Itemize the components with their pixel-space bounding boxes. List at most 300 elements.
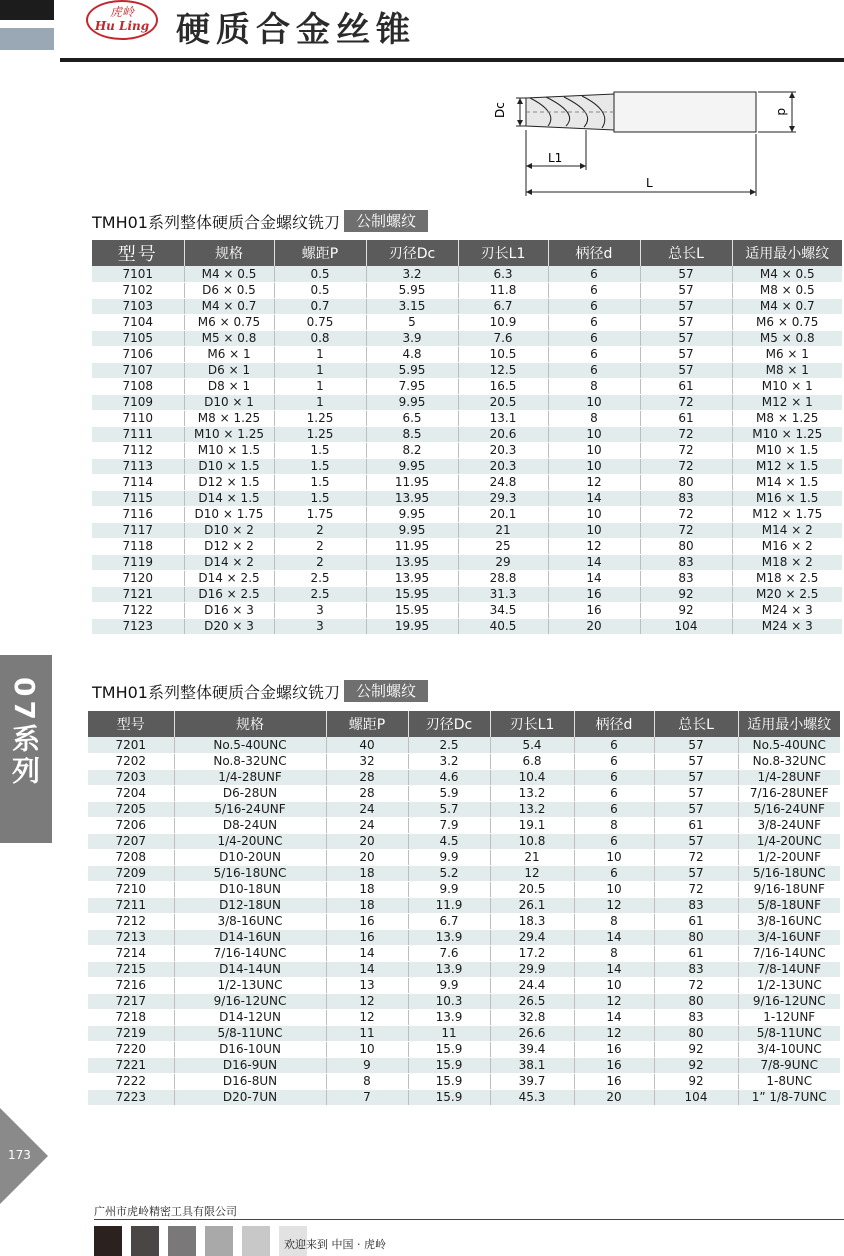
table-cell: 24 bbox=[326, 817, 408, 833]
table-cell: 10.3 bbox=[408, 993, 490, 1009]
table-cell: 13.9 bbox=[408, 961, 490, 977]
col-header-d: 柄径d bbox=[548, 240, 640, 266]
table-cell: 92 bbox=[640, 602, 732, 618]
table-cell: 92 bbox=[654, 1073, 738, 1089]
table-cell: 11.9 bbox=[408, 897, 490, 913]
table-cell: 9.95 bbox=[366, 394, 458, 410]
label-dc: Dc bbox=[493, 102, 507, 118]
table-cell: 3/4-10UNC bbox=[738, 1041, 840, 1057]
table-cell: 57 bbox=[640, 362, 732, 378]
table-cell: D16-10UN bbox=[174, 1041, 326, 1057]
col-header-l: 总长L bbox=[640, 240, 732, 266]
table-cell: 7221 bbox=[88, 1057, 174, 1073]
table-cell: 7101 bbox=[92, 266, 184, 282]
table-cell: M12 × 1.5 bbox=[732, 458, 842, 474]
table-cell: 10.8 bbox=[490, 833, 574, 849]
table-cell: 57 bbox=[640, 282, 732, 298]
table-cell: 6 bbox=[574, 801, 654, 817]
table-cell: 1/4-20UNC bbox=[174, 833, 326, 849]
page-number: 173 bbox=[8, 1148, 31, 1162]
table-row bbox=[92, 298, 842, 314]
col-header-spec: 规格 bbox=[174, 711, 326, 737]
section1-badge: 公制螺纹 bbox=[344, 210, 428, 232]
table-row bbox=[92, 538, 842, 554]
table-cell: 5/16-24UNF bbox=[174, 801, 326, 817]
table-cell: 13.9 bbox=[408, 1009, 490, 1025]
table-cell: 1 bbox=[274, 394, 366, 410]
table-cell: 7211 bbox=[88, 897, 174, 913]
table-cell: 14 bbox=[326, 961, 408, 977]
table-cell: 12 bbox=[548, 538, 640, 554]
table-cell: 32.8 bbox=[490, 1009, 574, 1025]
table-cell: 9 bbox=[326, 1057, 408, 1073]
table-cell: 1.5 bbox=[274, 490, 366, 506]
table-cell: 9.9 bbox=[408, 881, 490, 897]
table-cell: 25 bbox=[458, 538, 548, 554]
table-cell: 57 bbox=[654, 753, 738, 769]
table-cell: 20.6 bbox=[458, 426, 548, 442]
logo-english-text: Hu Ling bbox=[94, 19, 150, 33]
table-row bbox=[88, 945, 840, 961]
table-cell: 6.8 bbox=[490, 753, 574, 769]
table-cell: 13.95 bbox=[366, 554, 458, 570]
table-cell: 7210 bbox=[88, 881, 174, 897]
table-cell: 10 bbox=[548, 442, 640, 458]
table-cell: M12 × 1.75 bbox=[732, 506, 842, 522]
table-cell: 57 bbox=[654, 737, 738, 753]
table-cell: M10 × 1.5 bbox=[732, 442, 842, 458]
table-cell: 9.95 bbox=[366, 458, 458, 474]
table-cell: M6 × 0.75 bbox=[732, 314, 842, 330]
table-row bbox=[92, 522, 842, 538]
unified-spec-table bbox=[88, 711, 840, 1106]
table-cell: 29 bbox=[458, 554, 548, 570]
table-cell: 12 bbox=[574, 897, 654, 913]
table-cell: M6 × 0.75 bbox=[184, 314, 274, 330]
table-cell: D6 × 0.5 bbox=[184, 282, 274, 298]
color-swatch bbox=[205, 1226, 233, 1256]
table-cell: 12 bbox=[574, 1025, 654, 1041]
table-cell: 7202 bbox=[88, 753, 174, 769]
table-cell: D12 × 2 bbox=[184, 538, 274, 554]
table-cell: 61 bbox=[654, 913, 738, 929]
color-swatch bbox=[94, 1226, 122, 1256]
col-header-min-thread: 适用最小螺纹 bbox=[732, 240, 842, 266]
table-cell: 1.75 bbox=[274, 506, 366, 522]
table-cell: 14 bbox=[574, 929, 654, 945]
table-cell: M4 × 0.5 bbox=[184, 266, 274, 282]
label-d: d bbox=[775, 108, 789, 116]
table-cell: 5/8-18UNF bbox=[738, 897, 840, 913]
table-cell: 16 bbox=[574, 1073, 654, 1089]
table-cell: 7207 bbox=[88, 833, 174, 849]
table-cell: 4.8 bbox=[366, 346, 458, 362]
table-cell: 7108 bbox=[92, 378, 184, 394]
table-cell: 40 bbox=[326, 737, 408, 753]
table-cell: 7.95 bbox=[366, 378, 458, 394]
table-cell: 8 bbox=[326, 1073, 408, 1089]
table-row bbox=[88, 737, 840, 753]
table-row bbox=[88, 865, 840, 881]
table-cell: 7104 bbox=[92, 314, 184, 330]
table-cell: 61 bbox=[640, 378, 732, 394]
table-cell: 80 bbox=[654, 929, 738, 945]
table-cell: 92 bbox=[654, 1041, 738, 1057]
table-cell: M4 × 0.5 bbox=[732, 266, 842, 282]
table-cell: 5.9 bbox=[408, 785, 490, 801]
table-cell: 7.6 bbox=[408, 945, 490, 961]
table-cell: M5 × 0.8 bbox=[184, 330, 274, 346]
table-cell: 20 bbox=[574, 1089, 654, 1105]
table-cell: 0.5 bbox=[274, 282, 366, 298]
table-cell: 83 bbox=[654, 1009, 738, 1025]
table-cell: 1/2-20UNF bbox=[738, 849, 840, 865]
table-cell: D6 × 1 bbox=[184, 362, 274, 378]
table-cell: 40.5 bbox=[458, 618, 548, 634]
table-cell: 92 bbox=[640, 586, 732, 602]
table-row bbox=[92, 442, 842, 458]
table-row bbox=[88, 1009, 840, 1025]
table-row bbox=[92, 378, 842, 394]
table-cell: 29.4 bbox=[490, 929, 574, 945]
table-cell: 7205 bbox=[88, 801, 174, 817]
table-cell: 7111 bbox=[92, 426, 184, 442]
table-cell: 7102 bbox=[92, 282, 184, 298]
table-cell: 1.5 bbox=[274, 458, 366, 474]
table-row bbox=[92, 554, 842, 570]
brand-logo bbox=[86, 0, 158, 40]
table-cell: 7212 bbox=[88, 913, 174, 929]
table-cell: 1/4-20UNC bbox=[738, 833, 840, 849]
table-cell: 32 bbox=[326, 753, 408, 769]
table-row bbox=[88, 1073, 840, 1089]
table-cell: 7214 bbox=[88, 945, 174, 961]
table-cell: 15.9 bbox=[408, 1089, 490, 1105]
table-cell: 11.95 bbox=[366, 538, 458, 554]
table-cell: 24.4 bbox=[490, 977, 574, 993]
series-side-tab-label: 07系列 bbox=[8, 677, 41, 788]
table-cell: 9.95 bbox=[366, 522, 458, 538]
table-cell: 83 bbox=[640, 490, 732, 506]
table-cell: 8 bbox=[574, 817, 654, 833]
table-cell: 5.4 bbox=[490, 737, 574, 753]
table-cell: 7223 bbox=[88, 1089, 174, 1105]
table-cell: 7203 bbox=[88, 769, 174, 785]
table-cell: 15.9 bbox=[408, 1073, 490, 1089]
table-cell: 72 bbox=[640, 426, 732, 442]
col-header-l: 总长L bbox=[654, 711, 738, 737]
table-cell: 7118 bbox=[92, 538, 184, 554]
table-cell: M5 × 0.8 bbox=[732, 330, 842, 346]
table-cell: D8 × 1 bbox=[184, 378, 274, 394]
table-cell: 80 bbox=[654, 993, 738, 1009]
table-cell: 104 bbox=[640, 618, 732, 634]
table-cell: 16 bbox=[326, 913, 408, 929]
table-cell: 61 bbox=[640, 410, 732, 426]
table-cell: 57 bbox=[654, 769, 738, 785]
table-cell: 0.7 bbox=[274, 298, 366, 314]
section2-badge: 公制螺纹 bbox=[344, 680, 428, 702]
section2-title-bar bbox=[92, 679, 428, 703]
table-cell: 7218 bbox=[88, 1009, 174, 1025]
table-cell: 10 bbox=[548, 506, 640, 522]
table-cell: 16.5 bbox=[458, 378, 548, 394]
table-cell: 10.4 bbox=[490, 769, 574, 785]
table-cell: 15.95 bbox=[366, 602, 458, 618]
table-cell: M18 × 2 bbox=[732, 554, 842, 570]
section1-title-bar bbox=[92, 209, 428, 233]
table-cell: 7201 bbox=[88, 737, 174, 753]
table-cell: 13 bbox=[326, 977, 408, 993]
color-swatch bbox=[242, 1226, 270, 1256]
table-cell: 9/16-18UNF bbox=[738, 881, 840, 897]
table-cell: D12 × 1.5 bbox=[184, 474, 274, 490]
header-grey-block bbox=[0, 28, 54, 50]
col-header-pitch: 螺距P bbox=[326, 711, 408, 737]
table-row bbox=[88, 849, 840, 865]
table-cell: 31.3 bbox=[458, 586, 548, 602]
table-cell: 72 bbox=[640, 522, 732, 538]
table-cell: 6 bbox=[548, 346, 640, 362]
table-cell: 39.4 bbox=[490, 1041, 574, 1057]
table-cell: 7110 bbox=[92, 410, 184, 426]
table-cell: D14-12UN bbox=[174, 1009, 326, 1025]
table-cell: 6 bbox=[548, 266, 640, 282]
table-cell: 16 bbox=[574, 1041, 654, 1057]
table-cell: 72 bbox=[640, 506, 732, 522]
table-cell: 7103 bbox=[92, 298, 184, 314]
table-cell: 1.25 bbox=[274, 410, 366, 426]
table-cell: 7.6 bbox=[458, 330, 548, 346]
table-cell: 83 bbox=[654, 897, 738, 913]
table-cell: 3/8-16UNC bbox=[174, 913, 326, 929]
table-cell: 10 bbox=[548, 522, 640, 538]
table-cell: 3.9 bbox=[366, 330, 458, 346]
table-cell: 7121 bbox=[92, 586, 184, 602]
table-cell: 45.3 bbox=[490, 1089, 574, 1105]
metric-spec-table bbox=[92, 240, 842, 635]
table-cell: 21 bbox=[490, 849, 574, 865]
table-cell: 10 bbox=[574, 977, 654, 993]
col-header-model: 型号 bbox=[88, 711, 174, 737]
table-cell: 2 bbox=[274, 538, 366, 554]
company-name: 广州市虎岭精密工具有限公司 bbox=[94, 1205, 237, 1218]
table-cell: 18 bbox=[326, 897, 408, 913]
table-cell: 3/4-16UNF bbox=[738, 929, 840, 945]
table-cell: M10 × 1.25 bbox=[732, 426, 842, 442]
table-cell: 57 bbox=[654, 785, 738, 801]
table-cell: 3/8-16UNC bbox=[738, 913, 840, 929]
table-cell: 3.15 bbox=[366, 298, 458, 314]
table-cell: 18 bbox=[326, 865, 408, 881]
table-cell: 57 bbox=[640, 298, 732, 314]
table-row bbox=[92, 266, 842, 282]
table-cell: 10 bbox=[548, 458, 640, 474]
table-cell: 20.3 bbox=[458, 442, 548, 458]
table-cell: 6 bbox=[548, 330, 640, 346]
table-cell: 14 bbox=[548, 554, 640, 570]
table-cell: 7117 bbox=[92, 522, 184, 538]
table-cell: 57 bbox=[654, 865, 738, 881]
table-cell: 10.9 bbox=[458, 314, 548, 330]
table-cell: 12 bbox=[548, 474, 640, 490]
table-cell: 1-12UNF bbox=[738, 1009, 840, 1025]
table-cell: 1.25 bbox=[274, 426, 366, 442]
table-cell: 18 bbox=[326, 881, 408, 897]
table-cell: 26.6 bbox=[490, 1025, 574, 1041]
table-cell: 57 bbox=[640, 314, 732, 330]
table-row bbox=[92, 586, 842, 602]
table-cell: 15.95 bbox=[366, 586, 458, 602]
table-cell: M16 × 2 bbox=[732, 538, 842, 554]
table-cell: 16 bbox=[548, 586, 640, 602]
table-cell: 10 bbox=[548, 394, 640, 410]
table-cell: 13.2 bbox=[490, 801, 574, 817]
table-cell: 21 bbox=[458, 522, 548, 538]
page-title: 硬质合金丝锥 bbox=[176, 10, 416, 50]
table-cell: M14 × 2 bbox=[732, 522, 842, 538]
table-cell: 2 bbox=[274, 522, 366, 538]
table-row bbox=[88, 897, 840, 913]
table-row bbox=[92, 346, 842, 362]
table-cell: 5/16-24UNF bbox=[738, 801, 840, 817]
col-header-min-thread: 适用最小螺纹 bbox=[738, 711, 840, 737]
table-row bbox=[88, 1041, 840, 1057]
table-cell: 9.9 bbox=[408, 977, 490, 993]
color-swatch bbox=[168, 1226, 196, 1256]
table-cell: 6 bbox=[548, 362, 640, 378]
table-cell: 7107 bbox=[92, 362, 184, 378]
table-cell: 1 bbox=[274, 346, 366, 362]
table-cell: D10 × 2 bbox=[184, 522, 274, 538]
table-cell: 6 bbox=[574, 753, 654, 769]
table-cell: 11.95 bbox=[366, 474, 458, 490]
table-row bbox=[92, 362, 842, 378]
table-cell: 11 bbox=[326, 1025, 408, 1041]
table-cell: D10-18UN bbox=[174, 881, 326, 897]
table-cell: 26.5 bbox=[490, 993, 574, 1009]
table-cell: 9/16-12UNC bbox=[738, 993, 840, 1009]
table-cell: 1-8UNC bbox=[738, 1073, 840, 1089]
table-cell: 11.8 bbox=[458, 282, 548, 298]
table-cell: 14 bbox=[574, 1009, 654, 1025]
table-cell: 7115 bbox=[92, 490, 184, 506]
table-cell: 0.75 bbox=[274, 314, 366, 330]
table-cell: 18.3 bbox=[490, 913, 574, 929]
table-cell: 2.5 bbox=[408, 737, 490, 753]
col-header-pitch: 螺距P bbox=[274, 240, 366, 266]
table-cell: 7217 bbox=[88, 993, 174, 1009]
table-cell: 7204 bbox=[88, 785, 174, 801]
table-cell: 14 bbox=[574, 961, 654, 977]
table-cell: D10-20UN bbox=[174, 849, 326, 865]
header-dark-block bbox=[0, 0, 54, 20]
table-cell: 11 bbox=[408, 1025, 490, 1041]
table-cell: 13.9 bbox=[408, 929, 490, 945]
table-cell: 7112 bbox=[92, 442, 184, 458]
table-cell: 15.9 bbox=[408, 1041, 490, 1057]
table-cell: 20.1 bbox=[458, 506, 548, 522]
table-cell: 8 bbox=[574, 913, 654, 929]
table-cell: 7106 bbox=[92, 346, 184, 362]
table-cell: 7/8-14UNF bbox=[738, 961, 840, 977]
table-cell: D16-9UN bbox=[174, 1057, 326, 1073]
table-cell: 12 bbox=[326, 1009, 408, 1025]
table-cell: 83 bbox=[640, 554, 732, 570]
table-cell: 20.5 bbox=[490, 881, 574, 897]
table-cell: 24.8 bbox=[458, 474, 548, 490]
table-cell: 72 bbox=[654, 849, 738, 865]
table-cell: 72 bbox=[640, 442, 732, 458]
table-cell: M10 × 1.25 bbox=[184, 426, 274, 442]
table-row bbox=[88, 769, 840, 785]
table-cell: D10 × 1.5 bbox=[184, 458, 274, 474]
table-cell: 29.3 bbox=[458, 490, 548, 506]
table-row bbox=[92, 426, 842, 442]
table-cell: 61 bbox=[654, 817, 738, 833]
table-cell: 39.7 bbox=[490, 1073, 574, 1089]
table-cell: 20.5 bbox=[458, 394, 548, 410]
table-row bbox=[92, 490, 842, 506]
col-header-dc: 刃径Dc bbox=[366, 240, 458, 266]
table-cell: 6.7 bbox=[408, 913, 490, 929]
table-cell: 7114 bbox=[92, 474, 184, 490]
table-cell: 57 bbox=[640, 266, 732, 282]
table-cell: 6 bbox=[548, 314, 640, 330]
table-row bbox=[92, 282, 842, 298]
table-row bbox=[88, 1089, 840, 1105]
table-row bbox=[92, 330, 842, 346]
table-cell: 13.2 bbox=[490, 785, 574, 801]
table-cell: 7222 bbox=[88, 1073, 174, 1089]
table-row bbox=[92, 570, 842, 586]
table-cell: 2 bbox=[274, 554, 366, 570]
logo-chinese-text: 虎岭 bbox=[109, 5, 134, 19]
table-cell: 26.1 bbox=[490, 897, 574, 913]
table-row bbox=[88, 913, 840, 929]
table-cell: 20 bbox=[326, 833, 408, 849]
table-cell: D14 × 1.5 bbox=[184, 490, 274, 506]
table-cell: M12 × 1 bbox=[732, 394, 842, 410]
table-row bbox=[92, 602, 842, 618]
table-cell: M6 × 1 bbox=[184, 346, 274, 362]
table-cell: 6 bbox=[548, 282, 640, 298]
table-cell: 7 bbox=[326, 1089, 408, 1105]
table-cell: 7215 bbox=[88, 961, 174, 977]
table-cell: 80 bbox=[654, 1025, 738, 1041]
table-cell: 28 bbox=[326, 785, 408, 801]
table-cell: 20 bbox=[548, 618, 640, 634]
table-cell: 12 bbox=[574, 993, 654, 1009]
table-cell: M10 × 1.5 bbox=[184, 442, 274, 458]
table-cell: 7123 bbox=[92, 618, 184, 634]
table-cell: 2.5 bbox=[274, 586, 366, 602]
table-cell: 29.9 bbox=[490, 961, 574, 977]
table-cell: 5.95 bbox=[366, 362, 458, 378]
table-cell: 34.5 bbox=[458, 602, 548, 618]
table-cell: 15.9 bbox=[408, 1057, 490, 1073]
col-header-model: 型号 bbox=[92, 240, 184, 266]
table-cell: 72 bbox=[640, 394, 732, 410]
series-side-tab bbox=[0, 655, 52, 843]
table-cell: 57 bbox=[654, 833, 738, 849]
table-cell: 6.3 bbox=[458, 266, 548, 282]
table-cell: 5/8-11UNC bbox=[738, 1025, 840, 1041]
table-cell: D6-28UN bbox=[174, 785, 326, 801]
table-cell: D10 × 1.75 bbox=[184, 506, 274, 522]
table-cell: M16 × 1.5 bbox=[732, 490, 842, 506]
table-cell: 8.2 bbox=[366, 442, 458, 458]
